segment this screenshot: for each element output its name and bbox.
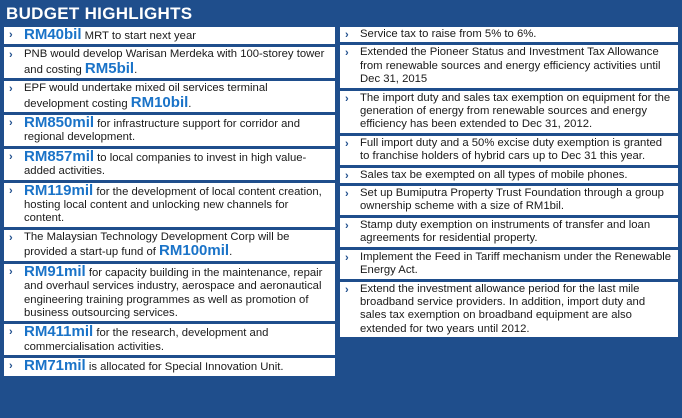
amount: RM91mil (24, 262, 86, 280)
chevron-right-icon: › (9, 49, 13, 62)
list-item: › RM40bil MRT to start next year (4, 27, 335, 44)
chevron-right-icon: › (345, 29, 349, 41)
list-item: › Set up Bumiputra Property Trust Foundation through a group ownership scheme with a size of RM1bil. (340, 186, 678, 215)
list-item: › The import duty and sales tax exemption on equipment for the generation of energy from renewable sources and energy efficiency has been extended to Dec 31, 2012. (340, 91, 678, 133)
chevron-right-icon: › (9, 326, 13, 339)
amount: RM100mil (159, 242, 230, 260)
chevron-right-icon: › (9, 184, 13, 197)
amount: RM40bil (24, 26, 82, 43)
list-item: › Implement the Feed in Tariff mechanism under the Renewable Energy Act. (340, 250, 678, 279)
list-item: › RM91mil for capacity building in the maintenance, repair and overhaul services industry, aerospace and aeronautical engineering training programmes as well as promotion of business outsourcing services. (4, 264, 335, 322)
chevron-right-icon: › (345, 47, 349, 60)
chevron-right-icon: › (9, 360, 13, 373)
chevron-right-icon: › (345, 137, 349, 150)
chevron-right-icon: › (9, 83, 13, 96)
amount: RM5bil (84, 59, 135, 77)
list-item: › The Malaysian Technology Development Corp will be provided a start-up fund of RM100mil. (4, 230, 335, 261)
list-item: › Service tax to raise from 5% to 6%. (340, 27, 678, 42)
list-item: › RM119mil for the development of local content creation, hosting local content and unlocking new channels for content. (4, 183, 335, 227)
chevron-right-icon: › (345, 251, 349, 264)
list-item: › RM850mil for infrastructure support for corridor and regional development. (4, 115, 335, 146)
amount: RM71mil (24, 357, 86, 375)
list-item: › EPF would undertake mixed oil services terminal development costing RM10bil. (4, 81, 335, 112)
list-item: › PNB would develop Warisan Merdeka with 100-storey tower and costing RM5bil. (4, 47, 335, 78)
chevron-right-icon: › (345, 188, 349, 201)
chevron-right-icon: › (345, 169, 349, 182)
chevron-right-icon: › (9, 117, 13, 130)
list-item: › Sales tax be exempted on all types of mobile phones. (340, 168, 678, 183)
list-item: › Extended the Pioneer Status and Investment Tax Allowance from renewable sources and energy efficiency activities until Dec 31, 2015 (340, 45, 678, 87)
list-item: › Stamp duty exemption on instruments of transfer and loan agreements for residential property. (340, 218, 678, 247)
amount: RM119mil (24, 181, 94, 199)
chevron-right-icon: › (9, 265, 13, 278)
page-title: BUDGET HIGHLIGHTS (6, 4, 193, 23)
amount: RM857mil (24, 147, 95, 165)
chevron-right-icon: › (9, 29, 13, 41)
chevron-right-icon: › (345, 283, 349, 296)
list-item: › RM857mil to local companies to invest in high value-added activities. (4, 149, 335, 180)
left-column (4, 27, 335, 376)
list-item: › Extend the investment allowance period for the last mile broadband service providers. In addition, import duty and sales tax exemption on broadband equipment are also extended for two years until 2012. (340, 282, 678, 338)
amount: RM10bil (130, 93, 189, 111)
chevron-right-icon: › (9, 231, 13, 244)
list-item: › RM71mil is allocated for Special Innovation Unit. (4, 358, 335, 375)
amount: RM850mil (24, 114, 95, 132)
list-item: › RM411mil for the research, development and commercialisation activities. (4, 324, 335, 355)
right-column (340, 27, 678, 337)
amount: RM411mil (24, 323, 94, 341)
list-item: › Full import duty and a 50% excise duty exemption is granted to franchise holders of hybrid cars up to Dec 31 this year. (340, 136, 678, 165)
chevron-right-icon: › (345, 219, 349, 232)
chevron-right-icon: › (9, 150, 13, 163)
chevron-right-icon: › (345, 92, 349, 105)
